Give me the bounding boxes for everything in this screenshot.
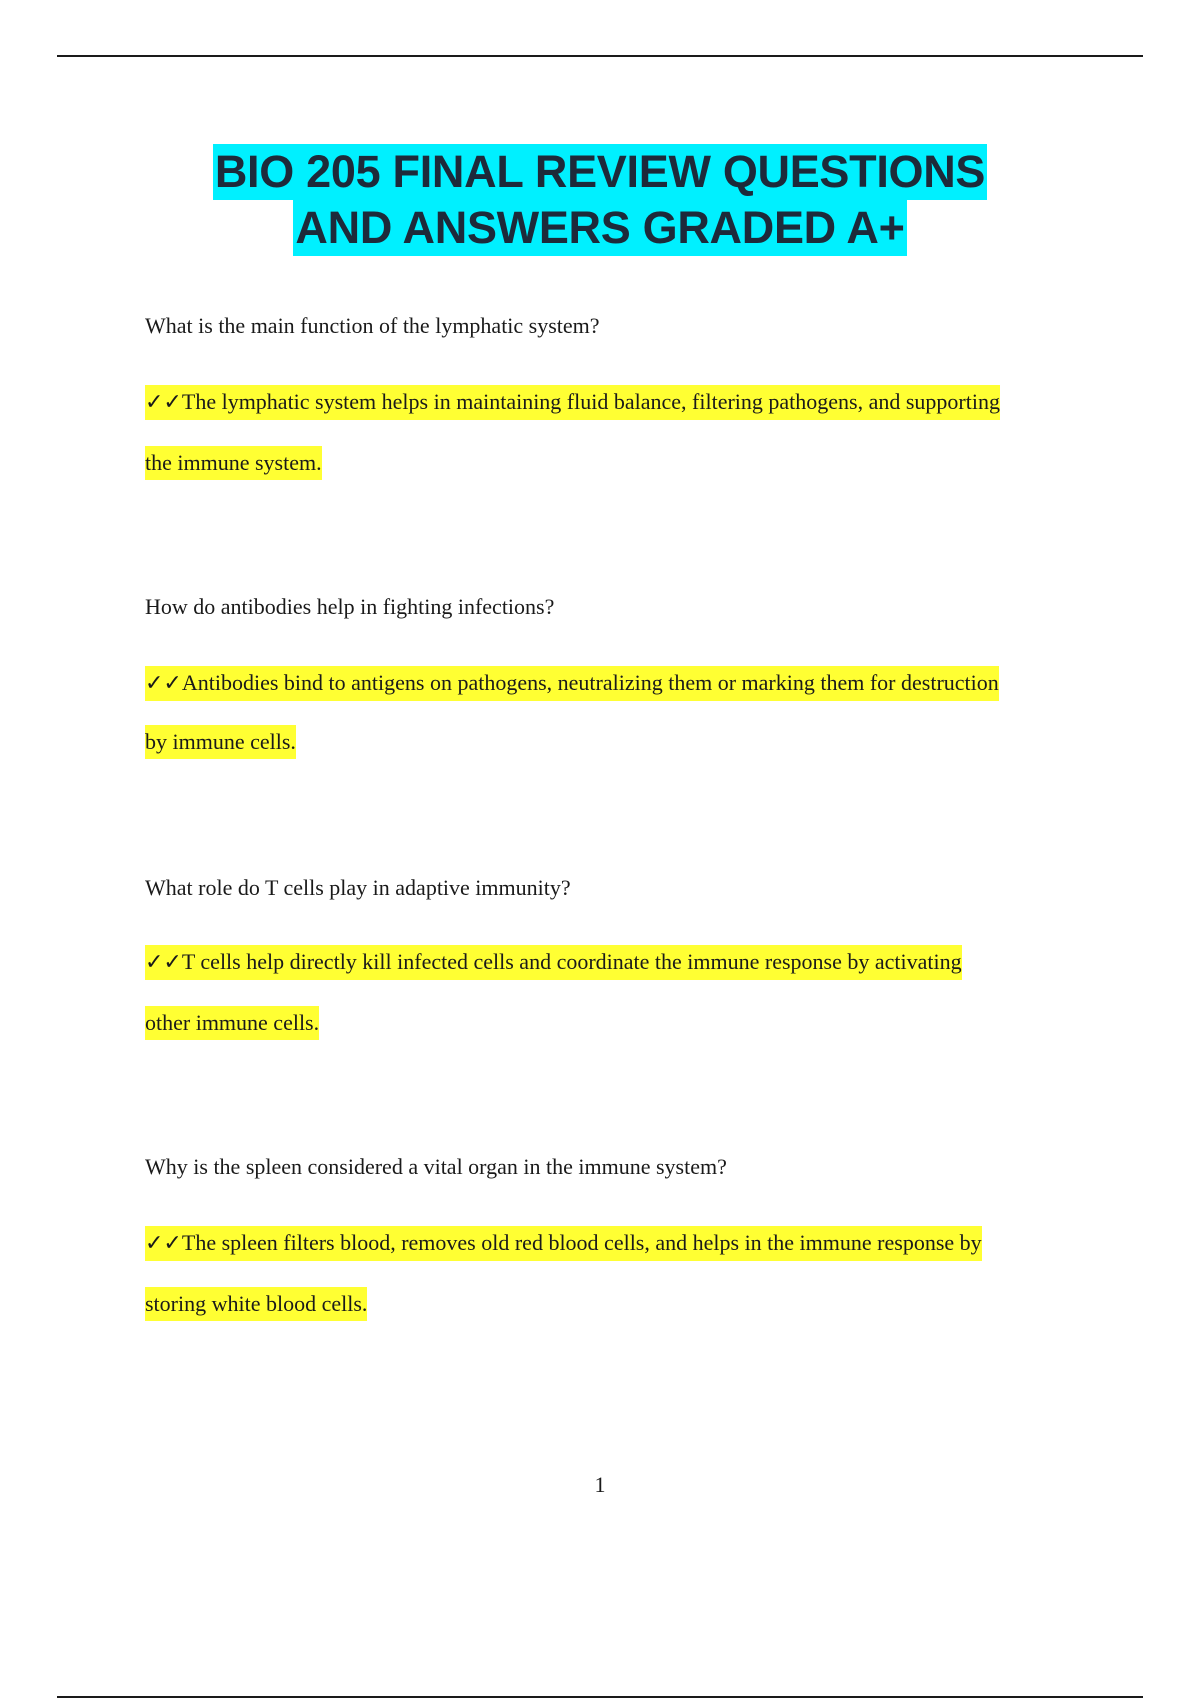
answer-1-line-1 <box>145 385 1000 420</box>
check-icon: ✓✓ <box>145 390 182 415</box>
answer-4-line-1 <box>145 1226 982 1261</box>
answer-2-line-1 <box>145 666 999 701</box>
answer-2-line-2: by immune cells. <box>145 725 296 759</box>
check-icon: ✓✓ <box>145 671 182 696</box>
answer-3-line-2: other immune cells. <box>145 1006 319 1040</box>
question-3: What role do T cells play in adaptive immunity? <box>145 875 571 900</box>
question-4: Why is the spleen considered a vital organ in the immune system? <box>145 1154 727 1179</box>
answer-1-line-2: the immune system. <box>145 446 322 480</box>
page-number: 1 <box>594 1472 606 1497</box>
footer-rule <box>57 1696 1143 1698</box>
answer-3-text-1: T cells help directly kill infected cells and coordinate the immune response by activating <box>181 949 962 974</box>
document-title <box>0 144 1200 256</box>
answer-2-text-1: Antibodies bind to antigens on pathogens, neutralizing them or marking them for destruction <box>181 670 999 695</box>
answer-3-line-1 <box>145 945 962 980</box>
answer-4-text-1: The spleen filters blood, removes old red blood cells, and helps in the immune response by <box>181 1230 982 1255</box>
title-line-1: BIO 205 FINAL REVIEW QUESTIONS <box>213 144 987 200</box>
header-rule <box>57 55 1143 57</box>
check-icon: ✓✓ <box>145 1231 182 1256</box>
question-1: What is the main function of the lymphatic system? <box>145 313 600 338</box>
title-line-2: AND ANSWERS GRADED A+ <box>293 200 906 256</box>
answer-4-line-2: storing white blood cells. <box>145 1287 367 1321</box>
check-icon: ✓✓ <box>145 950 182 975</box>
answer-1-text-1: The lymphatic system helps in maintaining fluid balance, filtering pathogens, and supporting <box>181 389 1000 414</box>
question-2: How do antibodies help in fighting infections? <box>145 594 555 619</box>
